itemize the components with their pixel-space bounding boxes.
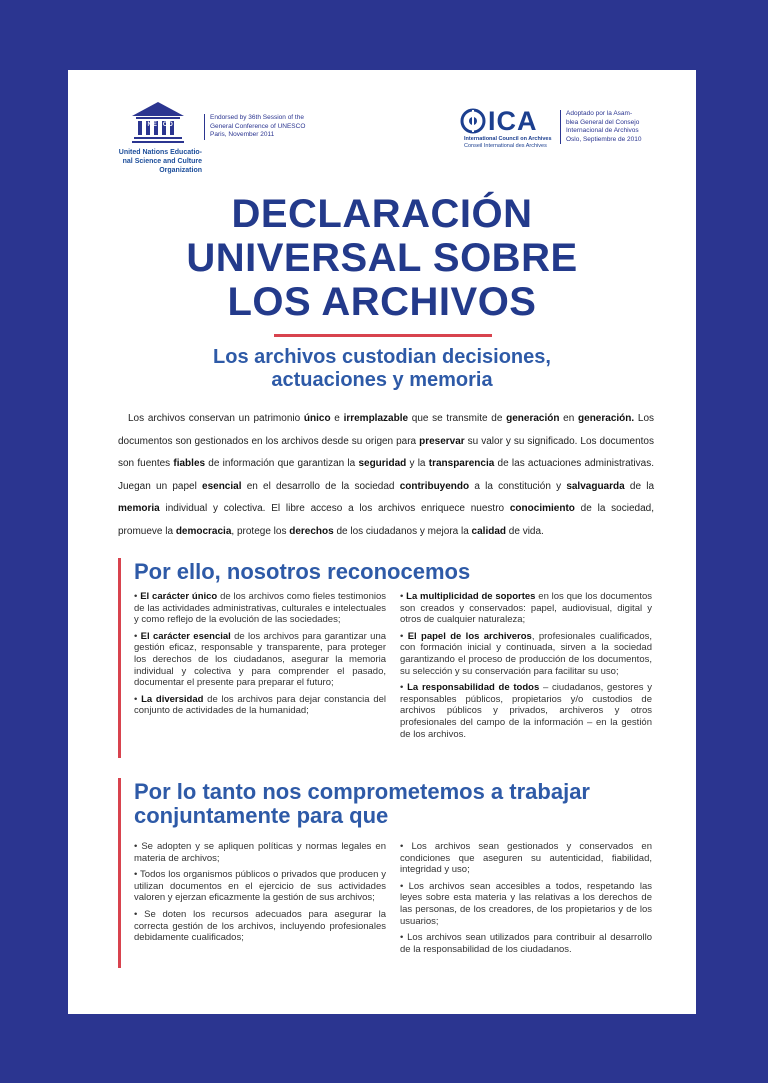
unesco-logo-text: UNESCO [142,122,174,128]
text-run: de los archivos como fieles testimonios de las actividades administrativas, culturales e intelectuales y como reflejo de la evolución de las sociedades; [134,591,386,626]
unesco-endorsement: Endorsed by 36th Session of the General Conference of UNESCO Paris, November 2011 [204,114,318,140]
bullet-item [400,591,652,626]
emphasis-text: El carácter esencial [140,630,231,642]
emphasis-text: único [303,413,331,424]
emphasis-text: irremplazable [343,413,409,424]
section2-accent-bar [118,778,121,968]
text-run: • Los archivos sean accesibles a todos, respetando las leyes sobre esta materia y las relativas a los derechos de las personas, de los creadores, de los propietarios y de los usuarios; [400,880,652,927]
ica-adoption-note: Adoptado por la Asam- blea General del Consejo Internacional de Archivos Oslo, Septiembre de 2010 [560,110,678,144]
emphasis-text: La diversidad [141,693,204,705]
bullet-item [134,909,386,944]
text-run: de los archivos para garantizar una gestión eficaz, responsable y transparente, para proteger los derechos de los ciudadanos, asegurar la memoria individual y colectiva y para comprender el pasado, documentar el presente para preparar el futuro; [134,630,387,689]
title-divider [274,334,492,337]
text-run: en [559,413,579,424]
emphasis-text: El papel de los archiveros [407,630,532,642]
emphasis-text: salvaguarda [566,480,625,492]
emphasis-text: La responsabilidad de todos [407,682,540,694]
text-run: de los archivos para dejar constancia del conjunto de actividades de la humanidad; [134,693,386,717]
bullet-item [400,841,652,876]
emphasis-text: generación [506,413,560,424]
text-run: , profesionales cualificados, con formación inicial y continuada, sirven a la sociedad garantizando el proceso de producción de los documentos, su selección y su conservación para facilitar su uso; [400,630,653,677]
text-run: • Se doten los recursos adecuados para asegurar la correcta gestión de los archivos, incluyendo profesionales debidamente cualificados; [134,908,386,944]
text-run: en los que los documentos son creados y conservados: papel, audiovisual, digital y otros de cualquier naturaleza; [400,591,652,626]
page-subtitle: Los archivos custodian decisiones, actuaciones y memoria [213,346,551,391]
text-run: e [330,413,344,424]
emphasis-text: democracia [175,525,232,537]
bullet-item [400,932,652,955]
text-run: de vida. [506,525,544,537]
text-run: • [400,630,408,642]
text-run: • [400,682,408,694]
text-run: de la [624,480,655,492]
text-run: su valor y su significado. Los documentos son fuentes [118,435,654,470]
text-run: • [400,591,407,602]
text-run: • Todos los organismos públicos o privados que producen y utilizan documentos en el ejercicio de sus actividades valoren y ejerzan eficazmente la gestión de sus archivos; [134,869,386,904]
emphasis-text: seguridad [358,458,407,470]
text-run: – ciudadanos, gestores y responsables públicos, propietarios y/o custodios de archivos públicos y privados, archiveros y otros profesionales del campo de la información – en la gestión de los archivos. [400,682,652,740]
text-run: • Los archivos sean utilizados para contribuir al desarrollo de la responsabilidad de los ciudadanos. [400,932,652,955]
bullet-item [134,869,386,904]
emphasis-text: fiables [173,458,206,470]
text-run: que se transmite de [408,413,507,424]
ica-wordmark: ICA [488,106,538,136]
unesco-organization-name: United Nations Educatio- nal Science and Culture Organization [118,149,202,174]
section2-heading: Por lo tanto nos comprometemos a trabajar conjuntamente para que [134,779,590,828]
text-run: de la sociedad, promueve la [118,503,654,537]
text-run: y la [406,458,429,470]
text-run: Los archivos conservan un patrimonio [128,413,304,424]
emphasis-text: El carácter único [140,591,218,602]
emphasis-text: derechos [289,525,334,537]
text-run: • Se adopten y se apliquen políticas y normas legales en materia de archivos; [134,841,386,864]
bullet-item [134,591,386,626]
emphasis-text: conocimiento [509,503,575,515]
section1-right-column [400,591,652,745]
section1-left-column [134,591,386,722]
bullet-item [134,841,386,864]
page-title: DECLARACIÓN UNIVERSAL SOBRE LOS ARCHIVOS [186,192,578,324]
text-run: de las actuaciones administrativas. Juegan un papel [118,458,654,492]
ica-subtitle-fr: Conseil International des Archives [464,143,547,149]
bullet-item [134,694,386,717]
poster-panel [68,70,696,1014]
section2-left-column [134,841,386,949]
text-run: de los ciudadanos y mejora la [333,525,472,537]
intro-paragraph [118,408,654,544]
text-run: individual y colectiva. El libre acceso a los archivos enriquece nuestro [159,503,510,515]
emphasis-text: esencial [202,480,242,492]
section2-right-column [400,841,652,960]
emphasis-text: memoria [118,503,160,515]
bullet-item [400,631,652,677]
ica-logo-icon [460,108,486,134]
text-run: en el desarrollo de la sociedad [241,480,400,492]
bullet-item [400,881,652,927]
text-run: Los documentos son gestionados en los archivos desde su origen para [118,413,655,447]
ica-subtitle-en: International Council on Archives [464,136,552,142]
text-run: • [134,630,141,642]
emphasis-text: contribuyendo [399,480,470,492]
section1-heading: Por ello, nosotros reconocemos [134,559,471,584]
bullet-item [134,631,386,689]
bullet-item [400,682,652,740]
text-run: • Los archivos sean gestionados y conservados en condiciones que aseguren su autenticidad, fiabilidad, integridad y uso; [400,841,652,876]
text-run: • [134,591,141,602]
section1-accent-bar [118,558,121,758]
emphasis-text: transparencia [428,458,495,470]
emphasis-text: La multiplicidad de soportes [406,591,536,602]
emphasis-text: calidad [471,525,507,537]
text-run: de información que garantizan la [205,458,359,470]
text-run: a la constitución y [469,480,567,492]
text-run: , protege los [231,525,290,537]
emphasis-text: generación. [578,413,635,424]
text-run: • [134,693,142,705]
emphasis-text: preservar [419,435,465,447]
